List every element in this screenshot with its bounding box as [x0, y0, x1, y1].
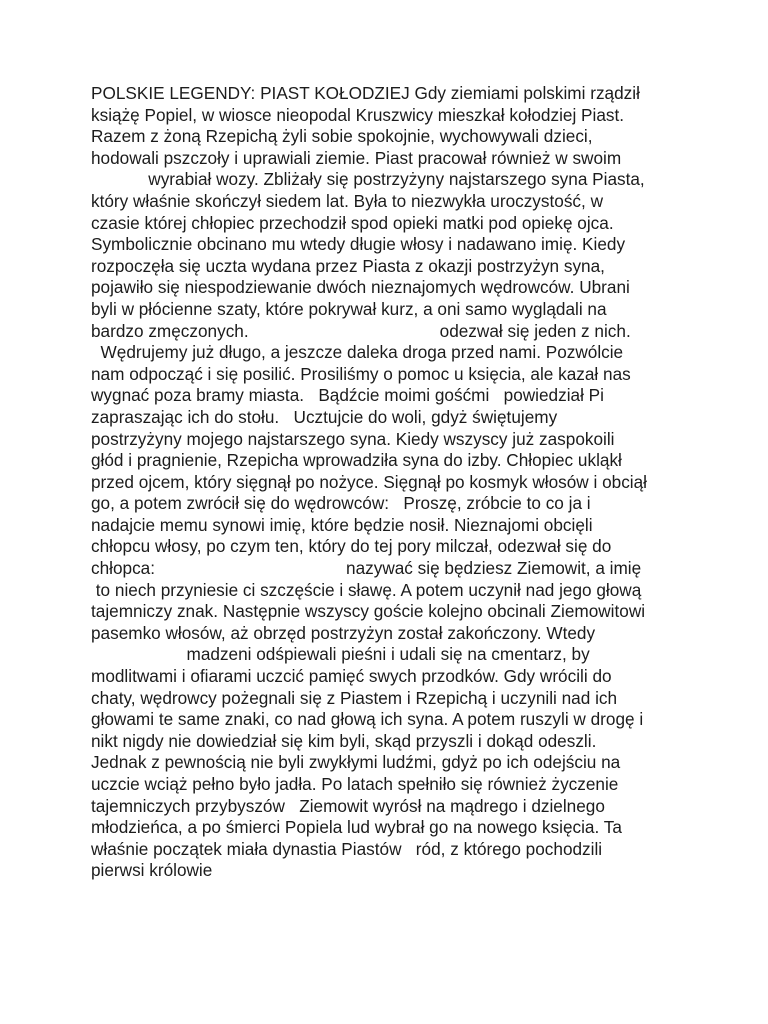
text-line: Symbolicznie obcinano mu wtedy długie włosy i nadawano imię. Kiedy [91, 234, 626, 255]
text-line: zapraszając ich do stołu. Ucztujcie do woli, gdyż świętujemy [91, 406, 558, 427]
text-line: Jednak z pewnością nie byli zwykłymi ludźmi, gdyż po ich odejściu na [91, 752, 621, 773]
text-line: chłopca: nazywać się będziesz Ziemowit, a imię [91, 558, 642, 579]
text-line: wyrabiał wozy. Zbliżały się postrzyżyny najstarszego syna Piasta, [91, 169, 645, 190]
text-line: pasemko włosów, aż obrzęd postrzyżyn został zakończony. Wtedy [91, 622, 596, 643]
text-line: nadajcie memu synowi imię, które będzie nosił. Nieznajomi obcięli [91, 514, 593, 535]
text-line: POLSKIE LEGENDY: PIAST KOŁODZIEJ Gdy ziemiami polskimi rządził [91, 83, 640, 103]
text-line: madzeni odśpiewali pieśni i udali się na cmentarz, by [91, 644, 590, 665]
text-line: postrzyżyny mojego najstarszego syna. Kiedy wszyscy już zaspokoili [91, 428, 615, 449]
text-line: uczcie wciąż pełno było jadła. Po latach spełniło się również życzenie [91, 774, 619, 794]
text-line: tajemniczy znak. Następnie wszyscy goście kolejno obcinali Ziemowitowi [91, 601, 646, 622]
text-line: Razem z żoną Rzepichą żyli sobie spokojnie, wychowywali dzieci, [91, 126, 593, 147]
text-line: byli w płócienne szaty, które pokrywał kurz, a oni samo wyglądali na [91, 298, 607, 319]
text-line: który właśnie skończył siedem lat. Była to niezwykła uroczystość, w [91, 190, 603, 211]
text-line: pierwsi królowie [91, 860, 213, 881]
text-line: głód i pragnienie, Rzepicha wprowadziła syna do izby. Chłopiec ukląkł [91, 450, 622, 471]
text-line: wygnać poza bramy miasta. Bądźcie moimi gośćmi powiedział Pi [91, 385, 604, 406]
text-line: bardzo zmęczonych. odezwał się jeden z nich. [91, 320, 631, 341]
text-line: głowami te same znaki, co nad głową ich syna. A potem ruszyli w drogę i [91, 709, 644, 730]
text-line: nam odpocząć i się posilić. Prosiliśmy o pomoc u księcia, ale kazał nas [91, 363, 631, 384]
text-line: właśnie początek miała dynastia Piastów ród, z którego pochodzili [91, 838, 603, 859]
text-line: chaty, wędrowcy pożegnali się z Piastem i Rzepichą i uczynili nad ich [91, 687, 618, 708]
text-line: chłopcu włosy, po czym ten, który do tej pory milczał, odezwał się do [91, 536, 612, 557]
text-line: przed ojcem, który sięgnął po nożyce. Sięgnął po kosmyk włosów i obciął [91, 471, 647, 492]
text-line: go, a potem zwrócił się do wędrowców: Proszę, zróbcie to co ja i [91, 493, 591, 514]
text-line: pojawiło się niespodziewanie dwóch nieznajomych wędrowców. Ubrani [91, 277, 630, 298]
text-line: tajemniczych przybyszów Ziemowit wyrósł na mądrego i dzielnego [91, 795, 605, 816]
text-line: czasie której chłopiec przechodził spod opieki matki pod opiekę ojca. [91, 212, 614, 233]
legend-text-block [91, 83, 691, 882]
text-line: to niech przyniesie ci szczęście i sławę. A potem uczynił nad jego głową [91, 579, 642, 600]
text-line: książę Popiel, w wiosce nieopodal Kruszwicy mieszkał kołodziej Piast. [91, 104, 625, 125]
text-line: Wędrujemy już długo, a jeszcze daleka droga przed nami. Pozwólcie [91, 342, 624, 363]
text-line: modlitwami i ofiarami uczcić pamięć swych przodków. Gdy wrócili do [91, 666, 612, 687]
text-line: nikt nigdy nie dowiedział się kim byli, skąd przyszli i dokąd odeszli. [91, 730, 597, 751]
text-line: młodzieńca, a po śmierci Popiela lud wybrał go na nowego księcia. Ta [91, 817, 622, 838]
text-line: rozpoczęła się uczta wydana przez Piasta z okazji postrzyżyn syna, [91, 255, 605, 276]
text-line: hodowali pszczoły i uprawiali ziemie. Piast pracował również w swoim [91, 147, 622, 168]
